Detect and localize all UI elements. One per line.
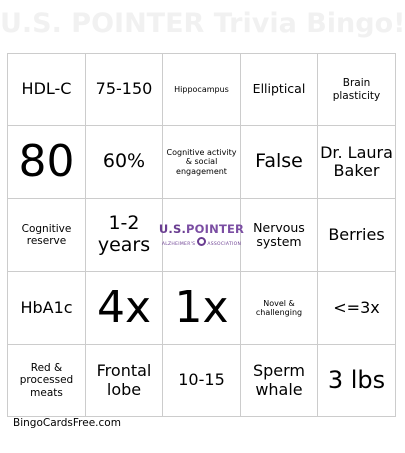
bingo-cell: Novel & challenging (241, 272, 318, 345)
bingo-cell: 60% (86, 126, 163, 199)
bingo-cell: Cognitive reserve (8, 199, 86, 272)
alzheimers-logo-icon (197, 237, 206, 246)
bingo-grid (7, 53, 396, 417)
logo-pointer: POINTER (186, 221, 245, 236)
bingo-cell: HbA1c (8, 272, 86, 345)
bingo-cell: HDL-C (8, 54, 86, 126)
bingo-cell: 1-2 years (86, 199, 163, 272)
bingo-cell: Brain plasticity (318, 54, 396, 126)
bingo-cell: 3 lbs (318, 345, 396, 417)
bingo-cell: 4x (86, 272, 163, 345)
bingo-cell: 75-150 (86, 54, 163, 126)
footer-credit: BingoCardsFree.com (13, 417, 121, 429)
logo-us: U.S. (158, 221, 187, 236)
bingo-cell: Sperm whale (241, 345, 318, 417)
bingo-cell: Hippocampus (163, 54, 241, 126)
bingo-cell: 80 (8, 126, 86, 199)
bingo-cell: Dr. Laura Baker (318, 126, 396, 199)
bingo-cell: Berries (318, 199, 396, 272)
bingo-cell: Nervous system (241, 199, 318, 272)
logo-sub-left: ALZHEIMER'S (161, 242, 196, 248)
logo-sub-right: ASSOCIATION (207, 242, 242, 248)
free-space-logo (158, 199, 245, 272)
bingo-cell: Cognitive activity & social engagement (163, 126, 241, 199)
bingo-cell: 1x (163, 272, 241, 345)
bingo-cell: Elliptical (241, 54, 318, 126)
card-title: U.S. POINTER Trivia Bingo! (0, 8, 405, 39)
bingo-cell: 10-15 (163, 345, 241, 417)
bingo-cell: <=3x (318, 272, 396, 345)
bingo-cell: Red & processed meats (8, 345, 86, 417)
bingo-cell: False (241, 126, 318, 199)
bingo-cell: Frontal lobe (86, 345, 163, 417)
